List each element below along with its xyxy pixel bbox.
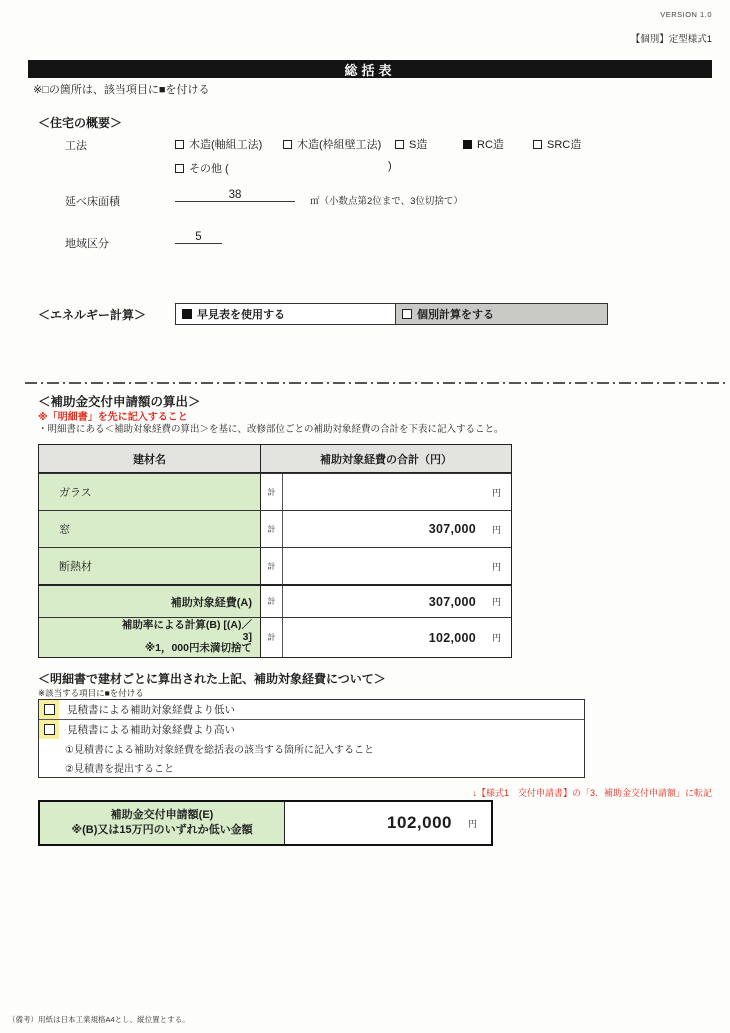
option-label: RC造 bbox=[477, 139, 504, 151]
amount-cell[interactable] bbox=[283, 548, 511, 584]
item-label: 見積書による補助対象経費より低い bbox=[67, 704, 235, 716]
breakdown-checkbox-box bbox=[38, 699, 585, 778]
application-amount-table bbox=[38, 800, 493, 846]
housing-section-title: ＜住宅の概要＞ bbox=[38, 116, 123, 130]
label-line2: ※(B)又は15万円のいずれか低い金額 bbox=[71, 824, 253, 836]
amount-value: 102,000 bbox=[428, 630, 476, 645]
currency-label: 円 bbox=[491, 524, 501, 535]
amount-cell bbox=[283, 618, 511, 657]
breakdown-subnote-1: ①見積書による補助対象経費を総括表の該当する箇所に記入すること bbox=[65, 745, 374, 756]
checkbox-icon[interactable] bbox=[283, 140, 292, 149]
amount-cell[interactable] bbox=[283, 474, 511, 510]
total-a-label: 補助対象経費(A) bbox=[39, 586, 261, 617]
breakdown-item-lower[interactable] bbox=[39, 700, 584, 720]
region-label: 地域区分 bbox=[65, 238, 109, 250]
application-amount-value: 102,000 bbox=[387, 813, 452, 832]
unit-label: 計 bbox=[261, 586, 283, 617]
unit-label: 計 bbox=[261, 548, 283, 584]
table-row-rate-b bbox=[39, 617, 511, 657]
material-name: 断熱材 bbox=[39, 548, 261, 584]
floor-area-label: 延べ床面積 bbox=[65, 196, 120, 208]
option-label: SRC造 bbox=[547, 139, 582, 151]
option-label: その他 ( bbox=[189, 163, 229, 175]
currency-label: 円 bbox=[491, 487, 501, 498]
subsidy-table bbox=[38, 444, 512, 658]
currency-label: 円 bbox=[491, 561, 501, 572]
checkbox-icon[interactable] bbox=[44, 704, 55, 715]
table-row-total-a bbox=[39, 584, 511, 617]
currency-label: 円 bbox=[467, 818, 477, 829]
checkbox-icon[interactable] bbox=[533, 140, 542, 149]
rate-b-label bbox=[39, 618, 261, 657]
amount-cell bbox=[283, 586, 511, 617]
unit-label: 計 bbox=[261, 618, 283, 657]
form-type-label: 【個別】定型様式1 bbox=[630, 34, 712, 45]
option-label: 木造(枠組壁工法) bbox=[297, 139, 382, 151]
rate-b-line2: 3] bbox=[242, 630, 252, 643]
header-total: 補助対象経費の合計（円） bbox=[320, 453, 452, 466]
page-title: 総括表 bbox=[28, 60, 712, 78]
construction-option-rc[interactable] bbox=[463, 136, 504, 152]
checkbox-highlight bbox=[39, 700, 59, 719]
application-amount-label bbox=[40, 802, 285, 844]
currency-label: 円 bbox=[491, 633, 501, 643]
construction-label: 工法 bbox=[65, 140, 87, 152]
material-name: 窓 bbox=[39, 511, 261, 547]
rate-b-line1: 補助率による計算(B) [(A)／ bbox=[121, 618, 252, 631]
option-label: 早見表を使用する bbox=[197, 309, 285, 321]
construction-option-src[interactable] bbox=[533, 136, 581, 152]
unit-label: 計 bbox=[261, 474, 283, 510]
breakdown-note: ※該当する項目に■を付ける bbox=[38, 688, 144, 698]
calculation-instruction: ・明細書にある＜補助対象経費の算出＞を基に、改修部位ごとの補助対象経費の合計を下表に記入すること。 bbox=[38, 424, 504, 435]
mark-instruction: ※□の箇所は、該当項目に■を付ける bbox=[33, 84, 210, 96]
construction-option-other[interactable] bbox=[175, 160, 229, 176]
energy-section-title: ＜エネルギー計算＞ bbox=[38, 308, 147, 322]
table-row-insulation bbox=[39, 547, 511, 584]
calculation-warning: ※「明細書」を先に記入すること bbox=[38, 412, 188, 423]
rate-b-line3: ※1，000円未満切捨て bbox=[144, 642, 252, 655]
application-amount-cell bbox=[285, 802, 491, 844]
amount-cell[interactable] bbox=[283, 511, 511, 547]
amount-value: 307,000 bbox=[428, 522, 476, 536]
energy-option-box bbox=[175, 303, 608, 325]
option-label: S造 bbox=[409, 139, 428, 151]
calculation-section-title: ＜補助金交付申請額の算出＞ bbox=[38, 395, 201, 409]
region-value-field[interactable]: 5 bbox=[175, 231, 222, 244]
dash-dot-divider bbox=[25, 382, 725, 384]
unit-label: 計 bbox=[261, 511, 283, 547]
floor-area-value-field[interactable]: 38 bbox=[175, 189, 295, 202]
checkbox-icon[interactable] bbox=[44, 724, 55, 735]
energy-option-individual[interactable] bbox=[396, 304, 607, 324]
version-label: VERSION 1.0 bbox=[660, 10, 712, 19]
checkbox-icon[interactable] bbox=[395, 140, 404, 149]
energy-option-quick-table[interactable] bbox=[176, 304, 396, 324]
checkbox-icon[interactable] bbox=[182, 309, 192, 319]
construction-other-close-paren: ) bbox=[388, 160, 392, 172]
checkbox-icon[interactable] bbox=[402, 309, 412, 319]
construction-option-wood-panel[interactable] bbox=[283, 136, 381, 152]
construction-option-steel[interactable] bbox=[395, 136, 427, 152]
table-header-row bbox=[39, 445, 511, 473]
footer-note: （備考）用紙は日本工業規格A4とし、縦位置とする。 bbox=[8, 1015, 190, 1024]
currency-label: 円 bbox=[491, 597, 501, 607]
checkbox-icon[interactable] bbox=[463, 140, 472, 149]
amount-value: 307,000 bbox=[428, 594, 476, 609]
checkbox-highlight bbox=[39, 720, 59, 739]
table-row-window bbox=[39, 510, 511, 547]
label-line1: 補助金交付申請額(E) bbox=[110, 809, 214, 822]
checkbox-icon[interactable] bbox=[175, 140, 184, 149]
breakdown-item-higher[interactable] bbox=[39, 720, 584, 739]
table-row-glass bbox=[39, 473, 511, 510]
floor-area-unit-note: ㎡（小数点第2位まで、3位切捨て） bbox=[310, 196, 463, 207]
transfer-note: ↓【様式1 交付申請書】の「3．補助金交付申請額」に転記 bbox=[472, 788, 712, 798]
material-name: ガラス bbox=[39, 474, 261, 510]
item-label: 見積書による補助対象経費より高い bbox=[67, 724, 235, 736]
header-material: 建材名 bbox=[39, 445, 261, 472]
option-label: 個別計算をする bbox=[417, 309, 494, 321]
breakdown-section-title: ＜明細書で建材ごとに算出された上記、補助対象経費について＞ bbox=[38, 672, 386, 686]
checkbox-icon[interactable] bbox=[175, 164, 184, 173]
breakdown-subnote-2: ②見積書を提出すること bbox=[65, 764, 174, 775]
construction-option-wood-frame[interactable] bbox=[175, 136, 262, 152]
option-label: 木造(軸組工法) bbox=[189, 139, 263, 151]
